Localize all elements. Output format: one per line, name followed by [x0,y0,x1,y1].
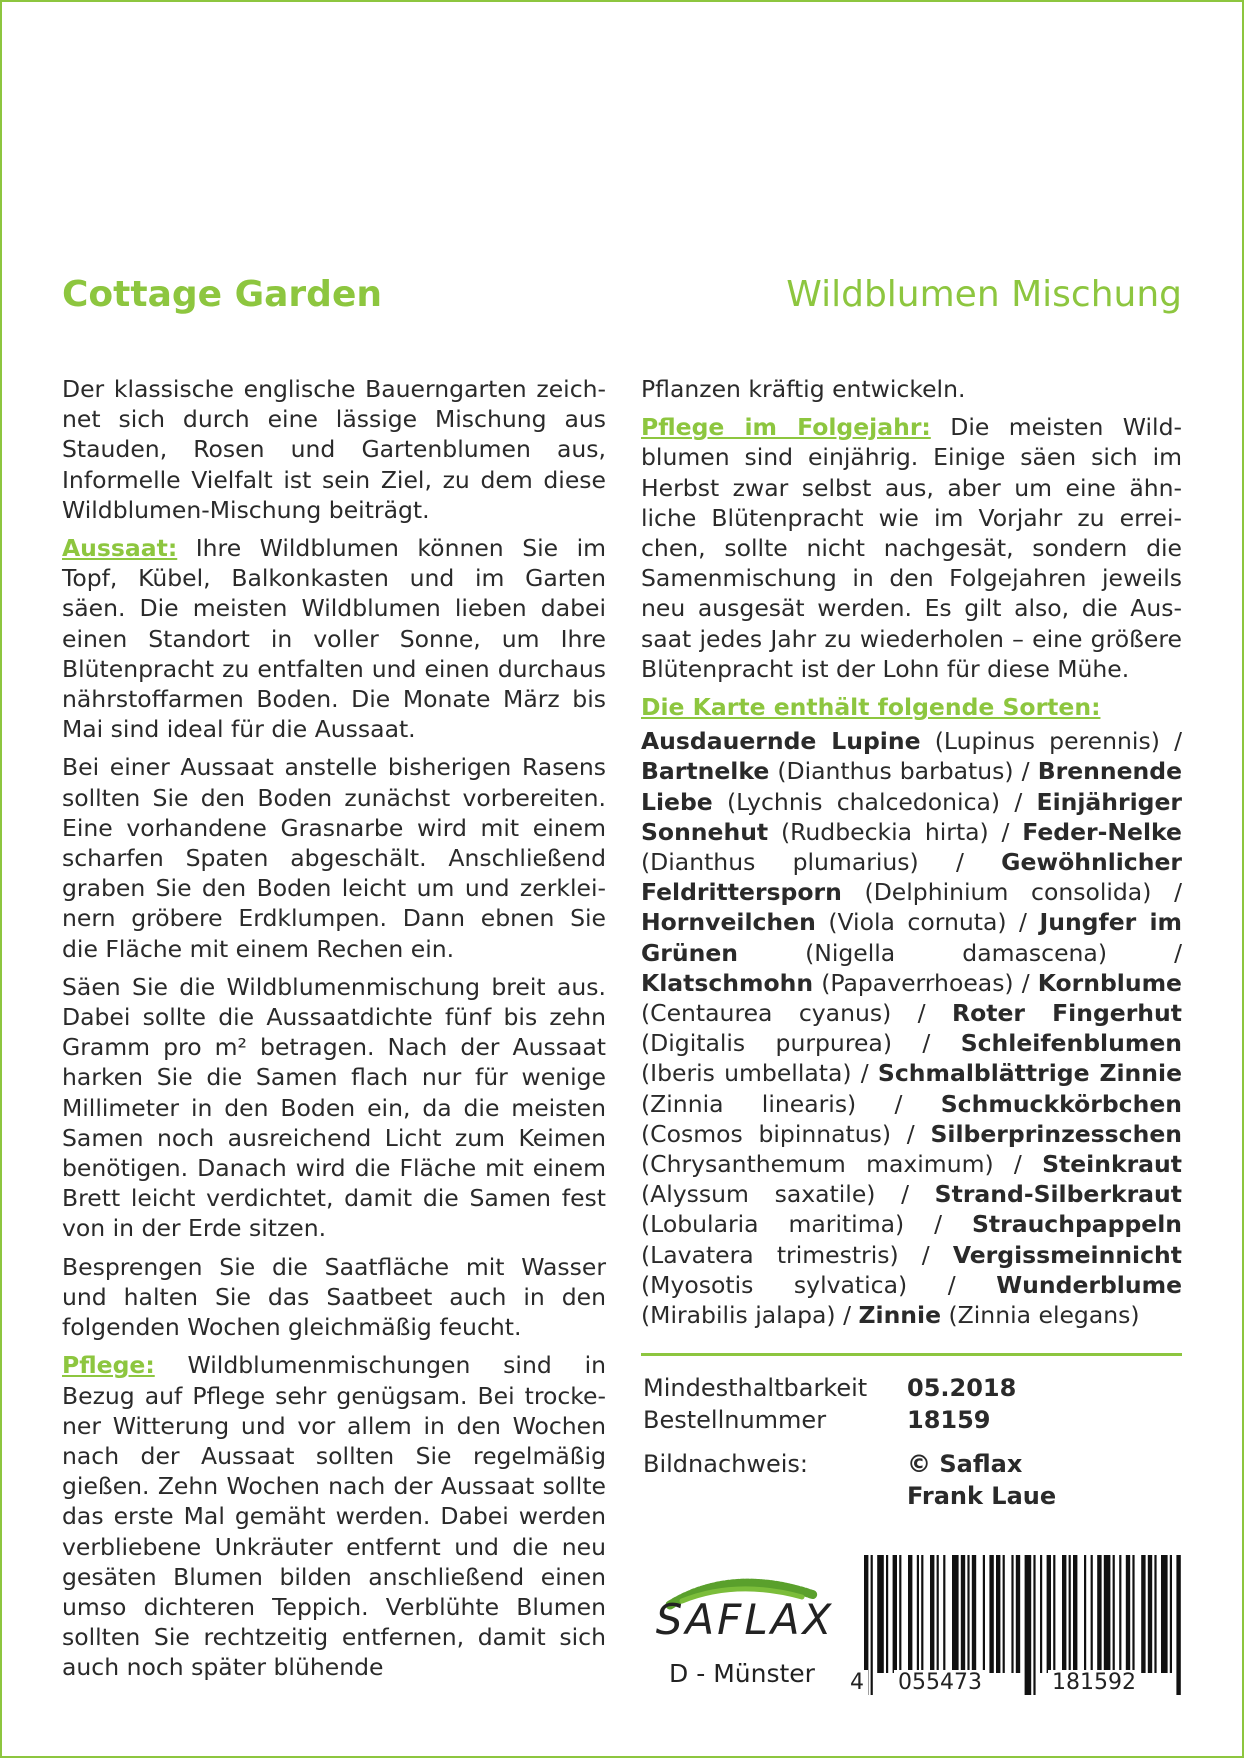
barcode-bar [908,1555,912,1673]
sorte-name: Strauchpappeln [971,1210,1183,1239]
sorte-name: Wunderblume [996,1270,1183,1299]
sorte-latin: (Dianthus barbatus) [769,757,1014,786]
sorte-item: Kornblume (Centaurea cyanus) / [641,968,1182,1028]
bewaessern-paragraph: Besprengen Sie die Saatfläche mit Wasser und halten Sie das Saatbeet auch in den folgenden Wochen gleichmäßig feucht. [62,1252,606,1342]
rasen-paragraph: Bei einer Aussaat anstelle bisherigen Rasens sollten Sie den Boden zunächst vorbereiten. Eine vorhandene Grasnarbe wird mit einem scharfen Spaten abgeschält. Anschließend graben Sie den Boden leicht um und zerkleinern gröbere Erdklumpen. Dann ebnen Sie die Fläche mit einem Rechen ein. [62,753,606,963]
barcode-bar [1161,1555,1168,1673]
sorte-latin: (Myosotis sylvatica) [641,1270,908,1299]
sorte-item: Ausdauernde Lupine (Lupinus perennis) / [641,727,1183,756]
sorte-name: Strand-Silberkraut [934,1180,1182,1209]
barcode-bar [943,1555,945,1673]
folgejahr-paragraph [641,412,1182,684]
barcode-bar [1062,1555,1066,1673]
continuation-paragraph: Pflanzen kräftig entwickeln. [641,375,966,403]
sorte-latin: (Rudbeckia hirta) [768,817,989,846]
barcode-bar [1176,1555,1180,1695]
barcode-bar [877,1555,884,1673]
sorte-item: Vergissmeinnicht (Myosotis sylvatica) / [641,1240,1182,1299]
sorte-name: Steinkraut [1042,1150,1182,1179]
sorte-latin: (Iberis umbellata) [641,1059,852,1088]
bestell-value: 18159 [907,1406,991,1434]
barcode-bar [1154,1555,1156,1673]
bild-label: Bildnachweis: [643,1450,809,1478]
sorte-name: Schleifenblumen [960,1029,1182,1058]
sorte-latin: (Cosmos bipinnatus) [641,1119,892,1148]
sorte-item: Klatschmohn (Papaverrhoeas) / [641,968,1038,997]
barcode-bar [967,1555,969,1673]
sorte-name: Roter Fingerhut [952,999,1182,1028]
barcode-bar [930,1555,934,1673]
barcode-bar [989,1555,993,1673]
barcode-bar [961,1555,965,1673]
barcode-bar [972,1555,976,1673]
barcode-bar [1073,1555,1077,1673]
sorte-latin: (Lupinus perennis) [920,727,1160,756]
barcode-bar [1040,1555,1042,1673]
sorte-item: Schmalblättrige Zinnie (Zinnia linearis) / [641,1059,1183,1118]
barcode-bar [1025,1555,1032,1695]
barcode-bar [871,1555,873,1695]
sorte-name: Silberprinzesschen [930,1119,1182,1148]
barcode-bar [893,1555,897,1673]
sorten-list [641,726,1182,1330]
sorte-item [858,1301,1139,1329]
section-divider [641,1353,1182,1356]
barcode-bar [921,1555,923,1673]
product-info [643,1372,1056,1512]
aussaat-paragraph [62,533,606,744]
bestell-label: Bestellnummer [643,1406,827,1434]
aussaat-text: Ihre Wildblumen können Sie im Topf, Kübel, Balkonkasten und im Garten säen. Die meisten Wildblumen lieben dabei einen Standort in voller Sonne, um Ihre Blütenpracht zu entfalten und einen durchaus nährstoffarmen Boden. Die Monate März bis Mai sind ideal für die Aussaat. [62,534,606,744]
barcode-bar [1003,1555,1005,1673]
sorte-latin: (Papaverrhoeas) [813,968,1014,997]
sorte-item: Schmuckkörbchen (Cosmos bipinnatus) / [641,1089,1182,1148]
sorte-latin: (Centaurea cyanus) [641,999,892,1028]
product-subtitle: Wildblumen Mischung [786,274,1182,315]
barcode-bar [937,1555,939,1673]
barcode-digits-left: 055473 [894,1670,986,1695]
sorte-latin: (Alyssum saxatile) [641,1180,876,1209]
sorte-latin: (Zinnia elegans) [941,1301,1140,1330]
barcode-bar [1011,1555,1013,1673]
pflege-heading: Pflege: [62,1351,155,1380]
sorte-name: Schmalblättrige Zinnie [877,1059,1183,1088]
sorte-latin: (Nigella damascena) [738,938,1107,967]
barcode-bar [1053,1555,1055,1673]
barcode-bar [1016,1555,1020,1673]
sorte-item: Gewöhnlicher Feldrittersporn (Delphinium consolida) / [641,848,1182,907]
sorte-latin: (Chrysanthemum maximum) [641,1150,994,1179]
logo-city: D - Münster [669,1659,815,1688]
barcode-digits-right: 181592 [1048,1670,1140,1695]
sorte-item: Roter Fingerhut (Digitalis purpurea) / [641,999,1182,1058]
barcode-bar [917,1555,919,1673]
barcode-bar [1069,1555,1071,1673]
sorte-item: Hornveilchen (Viola cornuta) / [641,908,1040,937]
aussaat-heading: Aussaat: [62,534,178,563]
sorte-name: Einjähriger Sonnehut [641,787,1182,846]
barcode-bar [1170,1555,1172,1673]
barcode-digit-first: 4 [846,1670,868,1695]
barcode-bar [1141,1555,1145,1673]
barcode-bar [1113,1555,1115,1673]
folgejahr-text: Die meisten Wildblumen sind einjährig. Einige säen sich im Herbst zwar selbst aus, aber um eine ähnliche Blütenpracht wie im Vorjahr zu erreichen, sollte nicht nachgesät, sondern die Samenmischung in den Folgejahren jeweils neu ausgesät werden. Es gilt also, die Aussaat jedes Jahr zu wiederholen – eine größere Blütenpracht ist der Lohn für diese Mühe. [641,413,1182,683]
bild-value-2: Frank Laue [907,1482,1057,1510]
sorte-latin: (Viola cornuta) [815,908,1007,937]
sorte-latin: (Mirabilis jalapa) [641,1301,836,1330]
sorte-name: Klatschmohn [641,968,814,997]
barcode-bar [1119,1555,1121,1673]
bild-value-1: © Saflax [907,1450,1023,1478]
barcode-bar [1126,1555,1130,1673]
sorte-name: Ausdauernde Lupine [641,727,921,756]
sorte-item: Strand-Silberkraut (Lobularia maritima) / [641,1180,1182,1239]
sorte-name: Kornblume [1037,968,1182,997]
info-row-bild-2 [643,1480,1056,1512]
barcode-bar [1047,1555,1051,1673]
sorte-name: Brennende Liebe [641,757,1183,816]
barcode-bar [1148,1555,1152,1673]
sorte-item: Schleifenblumen (Iberis umbellata) / [641,1029,1182,1088]
barcode-bar [1104,1555,1111,1673]
intro-paragraph: Der klassische englische Bauerngarten zeichnet sich durch eine lässige Mischung aus Stauden, Rosen und Gartenblumen aus, Informelle Vielfalt ist sein Ziel, zu dem diese Wildblumen-Mischung beiträgt. [62,375,606,524]
info-row-bestell [643,1404,1056,1436]
barcode-bar [983,1555,985,1673]
barcode-bar [899,1555,901,1673]
info-row-bild [643,1448,1056,1480]
sorte-item: Silberprinzesschen (Chrysanthemum maximum) / [641,1119,1182,1179]
left-column [62,374,606,1691]
info-row-mhd [643,1372,1056,1404]
barcode-bar [1132,1555,1134,1673]
sorten-heading: Die Karte enthält folgende Sorten: [641,693,1101,722]
sorte-item: Wunderblume (Mirabilis jalapa) / [641,1270,1183,1330]
sorte-name: Bartnelke [641,757,770,786]
sorte-item: Feder-Nelke (Dianthus plumarius) / [641,817,1182,877]
folgejahr-heading: Pflege im Folgejahr: [641,413,931,442]
mhd-label: Mindesthaltbarkeit [643,1374,868,1402]
barcode-bar [1091,1555,1093,1673]
barcode-bar [1097,1555,1101,1673]
sorte-item: Einjähriger Sonnehut (Rudbeckia hirta) / [641,787,1182,846]
barcode-bar [952,1555,959,1673]
sorte-item: Steinkraut (Alyssum saxatile) / [641,1150,1182,1209]
saeen-paragraph: Säen Sie die Wildblumenmischung breit aus. Dabei sollte die Aussaatdichte fünf bis zehn Gramm pro m² betragen. Nach der Aussaat harken Sie die Samen flach nur für wenige Millimeter in den Boden ein, da die meisten Samen noch ausreichend Licht zum Keimen benötigen. Danach wird die Fläche mit einem Brett leicht verdichtet, damit die Samen fest von in der Erde sitzen. [62,972,606,1243]
sorte-item: Brennende Liebe (Lychnis chalcedonica) / [641,757,1183,816]
sorte-latin: (Lobularia maritima) [641,1210,905,1239]
mhd-value: 05.2018 [907,1374,1017,1402]
sorte-latin: (Delphinium consolida) [841,878,1152,907]
barcode-bar [1033,1555,1035,1695]
sorte-name: Vergissmeinnicht [952,1240,1182,1269]
barcode-bar [996,1555,1000,1673]
pflege-text: Wildblumenmischungen sind in Bezug auf Pflege sehr genügsam. Bei trockener Witterung und vor allem in den Wochen nach der Aussaat sollten Sie regelmäßig gießen. Zehn Wochen nach der Aussaat sollte das erste Mal gemäht werden. Dabei werden verbliebene Unkräuter entfernt und die neu gesäten Blumen bilden anschließend einen umso dichteren Teppich. Verblühte Blumen sollten Sie rechtzeitig entfernen, damit sich auch noch später blühende [62,1351,606,1682]
sorte-item: Bartnelke (Dianthus barbatus) / [641,757,1038,786]
saflax-logo-text: SAFLAX [655,1595,835,1644]
sorte-name: Hornveilchen [641,908,816,937]
sorte-name: Jungfer im Grünen [641,908,1183,967]
sorte-latin: (Lavatera trimestris) [641,1240,899,1269]
barcode-bar [1084,1555,1086,1673]
sorte-name: Gewöhnlicher Feldrittersporn [641,848,1182,907]
sorte-latin: (Digitalis purpurea) [641,1029,892,1058]
sorte-item: Strauchpappeln (Lavatera trimestris) / [641,1210,1183,1269]
sorte-latin: (Lychnis chalcedonica) [712,787,1001,816]
sorte-name: Schmuckkörbchen [940,1089,1182,1118]
product-title: Cottage Garden [62,274,382,315]
sorte-name: Zinnie [858,1301,942,1330]
right-column [641,374,1182,1330]
sorte-name: Feder-Nelke [1022,817,1182,846]
pflege-paragraph [62,1350,606,1682]
sorte-latin: (Dianthus plumarius) [641,848,919,877]
sorte-latin: (Zinnia linearis) [641,1089,857,1118]
barcode-bar [886,1555,888,1673]
sorte-item: Jungfer im Grünen (Nigella damascena) / [641,908,1183,967]
